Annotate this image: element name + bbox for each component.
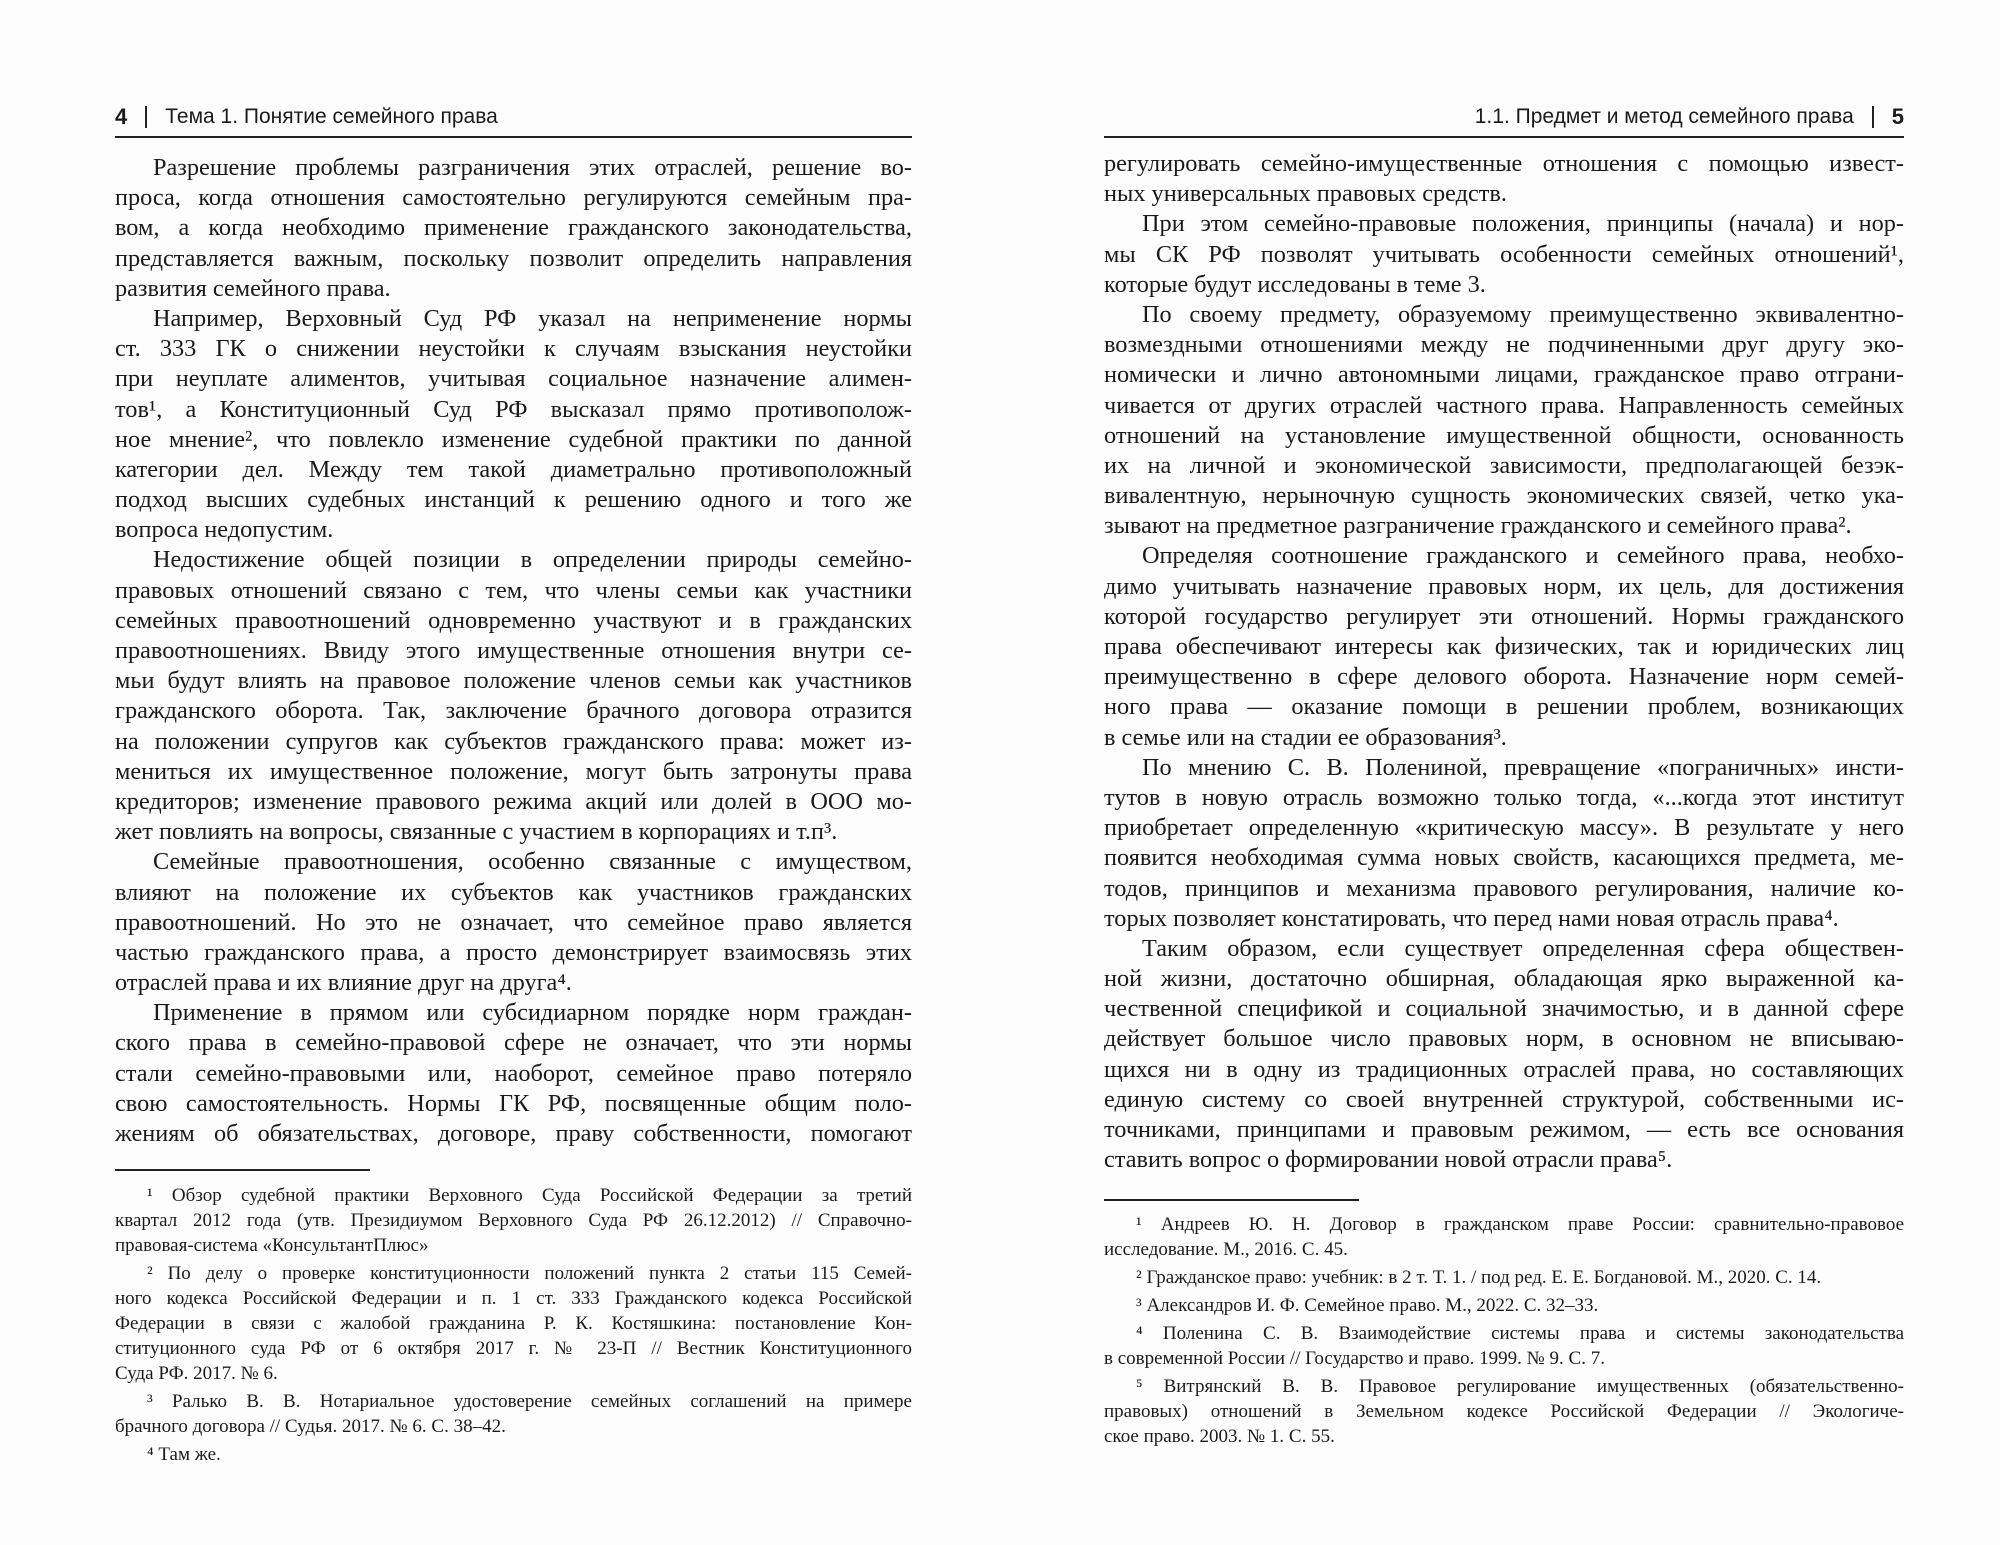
paragraph	[115, 304, 912, 546]
body-text	[115, 153, 912, 1149]
text-line: щихся ни в одну из традиционных отраслей права, но составляющих	[1104, 1055, 1904, 1083]
text-line: Недостижение общей позиции в определении природы семейно-	[153, 546, 912, 574]
text-line: действует большое число правовых норм, в основном не вписываю-	[1104, 1025, 1904, 1053]
text-line: номически и лично автономными лицами, гражданское право отграни-	[1104, 361, 1904, 389]
text-line: гражданского оборота. Так, заключение брачного договора отразится	[115, 697, 912, 725]
text-line: ституционного суда РФ от 6 октября 2017 г. № 23-П // Вестник Конституционного	[115, 1338, 912, 1359]
text-line: при неуплате алиментов, учитывая социальное назначение алимен-	[115, 365, 912, 393]
text-line: частью гражданского права, а просто демонстрирует взаимосвязь этих	[115, 938, 912, 966]
text-line: правоотношениях. Ввиду этого имущественные отношения внутри се-	[115, 637, 912, 664]
text-line: отраслей права и их влияние друг на друга⁴.	[115, 969, 572, 997]
footnote-rule	[1104, 1199, 1359, 1201]
text-line: тодов, принципов и механизма правового регулирования, наличие ко-	[1104, 874, 1904, 902]
text-line: квартал 2012 года (утв. Президиумом Верховного Суда РФ 26.12.2012) // Справочно-	[115, 1210, 912, 1231]
text-line: ⁵ Витрянский В. В. Правовое регулирование имущественных (обязательственно-	[1136, 1376, 1904, 1397]
text-line: По мнению С. В. Полениной, превращение «пограничных» инсти-	[1142, 753, 1904, 781]
text-line: на положении супругов как субъектов гражданского права: может из-	[115, 727, 912, 755]
footnote	[115, 1261, 912, 1386]
text-line: правовая-система «КонсультантПлюс»	[115, 1235, 429, 1256]
page-number: 4	[115, 104, 128, 129]
footnote	[1104, 1293, 1904, 1318]
footnote	[115, 1183, 912, 1258]
text-line: Суда РФ. 2017. № 6.	[115, 1363, 278, 1384]
text-line: которые будут исследованы в теме 3.	[1104, 270, 1486, 298]
paragraph	[115, 545, 912, 847]
text-line: зывают на предметное разграничение гражданского и семейного права².	[1104, 512, 1852, 540]
text-line: приобретает определенную «критическую массу». В результате у него	[1104, 814, 1904, 842]
paragraph	[1104, 209, 1904, 300]
text-line: мьи будут влиять на правовое положение членов семьи как участников	[115, 667, 912, 695]
text-line: появится необходимая сумма новых свойств, касающихся предмета, ме-	[1104, 844, 1904, 872]
text-line: ного права — оказание помощи в решении проблем, возникающих	[1104, 693, 1904, 721]
text-line: свою самостоятельность. Нормы ГК РФ, посвященные общим поло-	[115, 1089, 912, 1117]
text-line: преимущественно в сфере делового оборота. Назначение норм семей-	[1104, 663, 1904, 691]
text-line: Определяя соотношение гражданского и семейного права, необхо-	[1142, 542, 1904, 570]
running-title: Тема 1. Понятие семейного права	[165, 105, 498, 128]
text-line: влияют на положение их субъектов как участников гражданских	[115, 878, 912, 906]
text-line: мы СК РФ позволят учитывать особенности семейных отношений¹,	[1104, 240, 1904, 268]
text-line: их на личной и экономической зависимости, предполагающей безэк-	[1104, 451, 1904, 479]
text-line: димо учитывать назначение правовых норм, их цель, для достижения	[1104, 572, 1904, 600]
text-line: подход высших судебных инстанций к решению одного и того же	[115, 486, 912, 514]
text-line: исследование. М., 2016. С. 45.	[1104, 1239, 1348, 1260]
footnote-rule	[115, 1169, 370, 1171]
text-line: вом, а когда необходимо применение гражданского законодательства,	[115, 214, 912, 242]
paragraph	[115, 998, 912, 1149]
text-line: торых позволяет констатировать, что перед нами новая отрасль права⁴.	[1104, 904, 1839, 932]
text-line: правоотношений. Но это не означает, что семейное право является	[115, 908, 912, 936]
text-line: в современной России // Государство и право. 1999. № 9. С. 7.	[1104, 1348, 1605, 1369]
text-line: правовых) отношений в Земельном кодексе Российской Федерации // Экологиче-	[1104, 1401, 1904, 1422]
text-line: При этом семейно-правовые положения, принципы (начала) и нор-	[1142, 210, 1904, 238]
text-line: ¹ Обзор судебной практики Верховного Суда Российской Федерации за третий	[147, 1185, 912, 1206]
text-line: права обеспечивают интересы как физических, так и юридических лиц	[1104, 633, 1904, 660]
header-separator	[1872, 106, 1874, 128]
text-line: регулировать семейно-имущественные отношения с помощью извест-	[1104, 150, 1904, 177]
text-line: стали семейно-правовыми или, наоборот, семейное право потеряло	[115, 1059, 912, 1087]
text-line: тутов в новую отрасль возможно только тогда, «...когда этот институт	[1104, 783, 1904, 811]
text-line: Федерации в связи с жалобой гражданина Р. К. Костяшкина: постановление Кон-	[115, 1313, 912, 1334]
text-line: По своему предмету, образуемому преимущественно эквивалентно-	[1142, 300, 1904, 328]
header-rule	[115, 136, 912, 138]
text-line: ³ Александров И. Ф. Семейное право. М., 2022. С. 32–33.	[1136, 1295, 1599, 1316]
text-line: возмездными отношениями между не подчиненными друг другу эко-	[1104, 331, 1904, 359]
text-line: единую систему со своей внутренней структурой, собственными ис-	[1104, 1085, 1904, 1113]
paragraph	[1104, 753, 1904, 934]
paragraph	[115, 847, 912, 998]
text-line: ское право. 2003. № 1. С. 55.	[1104, 1426, 1335, 1447]
footnote	[115, 1389, 912, 1439]
text-line: мениться их имущественное положение, могут быть затронуты права	[115, 757, 912, 785]
footnote	[1104, 1321, 1904, 1371]
text-line: ⁴ Там же.	[147, 1444, 221, 1465]
text-line: правовых отношений связано с тем, что члены семьи как участники	[115, 576, 912, 604]
text-line: семейных правоотношений одновременно участвуют и в гражданских	[115, 606, 912, 634]
text-line: ⁴ Поленина С. В. Взаимодействие системы права и системы законодательства	[1136, 1323, 1904, 1344]
footnotes	[115, 1183, 912, 1470]
text-line: Семейные правоотношения, особенно связанные с имуществом,	[153, 848, 912, 876]
text-line: ² По делу о проверке конституционности положений пункта 2 статьи 115 Семей-	[147, 1263, 912, 1284]
text-line: ной жизни, достаточно обширная, обладающая ярко выраженной ка-	[1104, 965, 1904, 993]
footnote	[1104, 1374, 1904, 1449]
paragraph	[1104, 300, 1904, 542]
text-line: ¹ Андреев Ю. Н. Договор в гражданском праве России: сравнительно-правовое	[1136, 1214, 1904, 1235]
text-line: Разрешение проблемы разграничения этих отраслей, решение во-	[153, 154, 912, 181]
text-line: чивается от других отраслей частного права. Направленность семейных	[1104, 391, 1904, 419]
text-line: ного кодекса Российской Федерации и п. 1 ст. 333 Гражданского кодекса Российской	[115, 1288, 912, 1309]
text-line: жет повлиять на вопросы, связанные с участием в корпорациях и т.п³.	[115, 818, 838, 846]
header-rule	[1104, 136, 1904, 138]
text-line: вопроса недопустим.	[115, 516, 334, 544]
text-line: которой государство регулирует эти отношений. Нормы гражданского	[1104, 602, 1904, 630]
running-title: 1.1. Предмет и метод семейного права	[1474, 105, 1854, 128]
text-line: категории дел. Между тем такой диаметрально противоположный	[115, 455, 912, 483]
paragraph	[115, 153, 912, 304]
body-text	[1104, 149, 1904, 1175]
text-line: брачного договора // Судья. 2017. № 6. С. 38–42.	[115, 1416, 506, 1437]
text-line: ное мнение², что повлекло изменение судебной практики по данной	[115, 425, 912, 453]
footnote	[1104, 1265, 1904, 1290]
text-line: ² Гражданское право: учебник: в 2 т. Т. 1. / под ред. Е. Е. Богдановой. М., 2020. С. 14.	[1136, 1267, 1822, 1288]
header-separator	[145, 106, 147, 128]
page-number: 5	[1891, 104, 1904, 129]
text-line: жениям об обязательствах, договоре, праву собственности, помогают	[115, 1120, 912, 1147]
text-line: Например, Верховный Суд РФ указал на неприменение нормы	[153, 304, 912, 332]
footnote	[115, 1442, 912, 1467]
running-header	[115, 102, 498, 132]
text-line: представляется важным, поскольку позволит определить направления	[115, 244, 912, 272]
paragraph	[1104, 934, 1904, 1176]
running-header	[1475, 102, 1904, 132]
text-line: кредиторов; изменение правового режима акций или долей в ООО мо-	[115, 787, 912, 815]
right-page	[1000, 0, 2000, 1545]
text-line: вивалентную, нерыночную сущность экономических связей, четко ука-	[1104, 482, 1904, 510]
text-line: в семье или на стадии ее образования³.	[1104, 723, 1507, 751]
text-line: ского права в семейно-правовой сфере не означает, что эти нормы	[115, 1029, 912, 1057]
text-line: развития семейного права.	[115, 274, 391, 302]
footnote	[1104, 1212, 1904, 1262]
text-line: ставить вопрос о формировании новой отрасли права⁵.	[1104, 1146, 1673, 1174]
text-line: чественной спецификой и социальной значимостью, и в данной сфере	[1104, 995, 1904, 1023]
text-line: точниками, принципами и правовым режимом, — есть все основания	[1104, 1116, 1904, 1143]
text-line: ст. 333 ГК о снижении неустойки к случаям взыскания неустойки	[115, 335, 912, 363]
text-line: тов¹, а Конституционный Суд РФ высказал прямо противополож-	[115, 395, 912, 423]
text-line: ³ Ралько В. В. Нотариальное удостоверение семейных соглашений на примере	[147, 1391, 912, 1412]
paragraph	[1104, 541, 1904, 752]
paragraph	[1104, 149, 1904, 209]
text-line: Таким образом, если существует определенная сфера обществен-	[1142, 934, 1904, 962]
text-line: ных универсальных правовых средств.	[1104, 180, 1507, 208]
footnotes	[1104, 1212, 1904, 1452]
text-line: отношений на установление имущественной общности, основанность	[1104, 421, 1904, 449]
text-line: Применение в прямом или субсидиарном порядке норм граждан-	[153, 999, 912, 1027]
text-line: проса, когда отношения самостоятельно регулируются семейным пра-	[115, 184, 912, 212]
